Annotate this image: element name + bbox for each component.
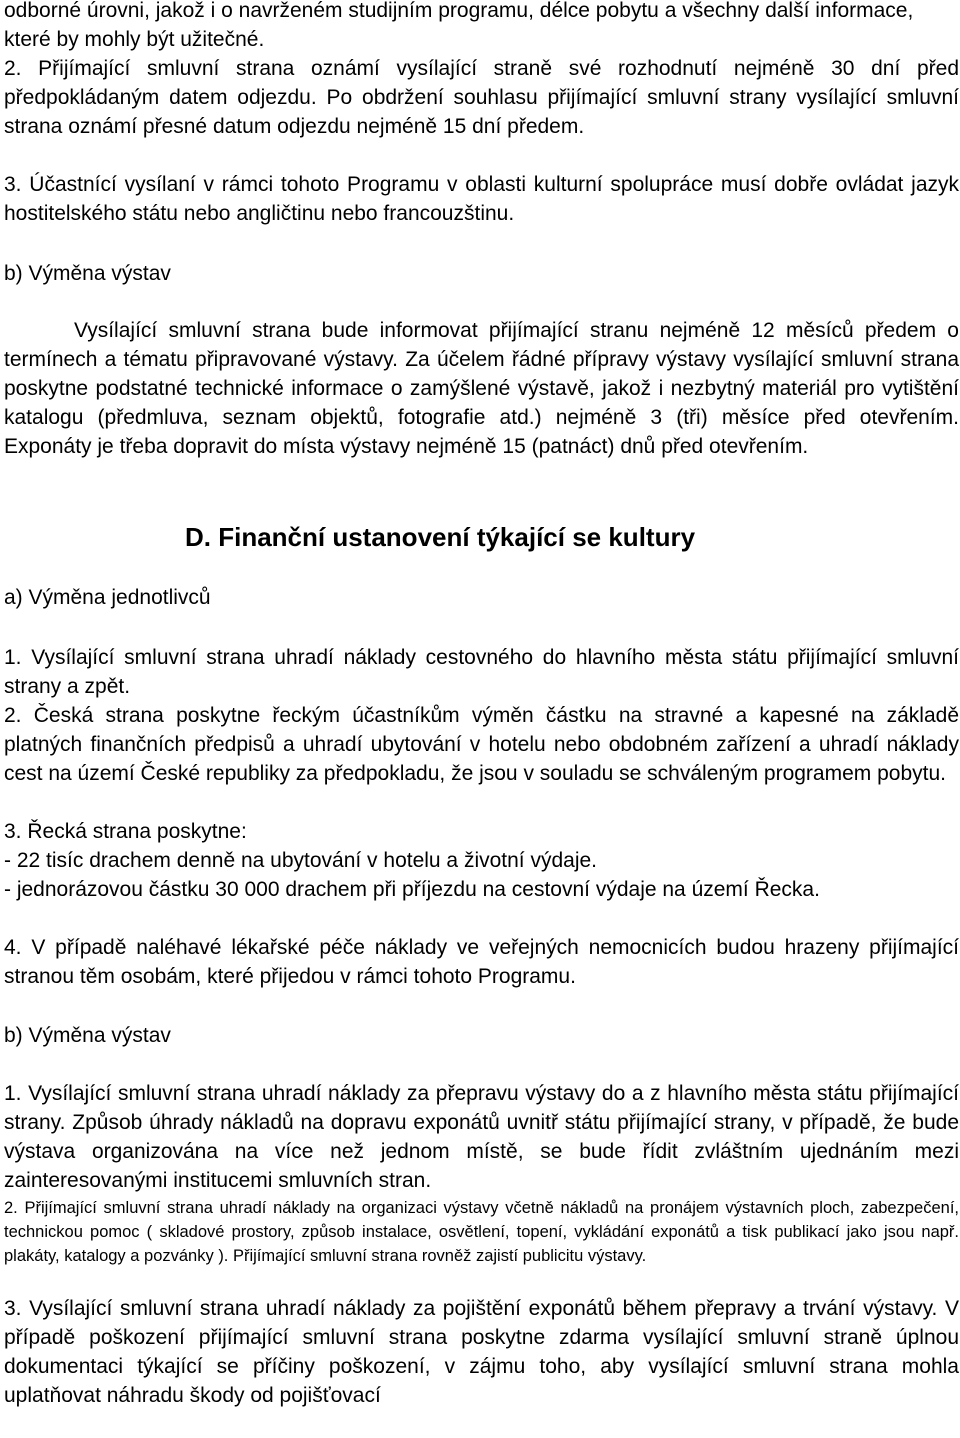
- paragraph-intro: odborné úrovni, jakož i o navrženém studijním programu, délce pobytu a všechny další informace, které by mohly být užitečné.: [4, 0, 914, 51]
- paragraph-d3b: - jednorázovou částku 30 000 drachem při příjezdu na cestovní výdaje na území Řecka.: [4, 878, 820, 901]
- section-title: D. Finanční ustanovení týkající se kultury: [185, 522, 696, 552]
- paragraph-e2: 2. Přijímající smluvní strana uhradí náklady na organizaci výstavy včetně nákladů na pronájem výstavních ploch, zabezpečení, technickou pomoc ( skladové prostory, způsob instalace, osvětlení, topení, vykládání exponátů a tisk publikací jako jsou např. plakáty, katalogy a pozvánky ). Přijímající smluvní strana rovněž zajistí publicitu výstavy.: [4, 1199, 959, 1265]
- paragraph-d1: 1. Vysílající smluvní strana uhradí náklady cestovného do hlavního města státu přijímající smluvní strany a zpět.: [4, 646, 959, 698]
- subheading-individuals: a) Výměna jednotlivců: [4, 586, 211, 609]
- subheading-exhibitions-1: b) Výměna výstav: [4, 262, 171, 285]
- paragraph-e3: 3. Vysílající smluvní strana uhradí náklady za pojištění exponátů během přepravy a trvání výstavy. V případě poškození přijímající smluvní strana poskytne zdarma vysílající smluvní straně úplnou dokumentaci týkající se příčiny poškození, v zájmu toho, aby vysílající smluvní strana mohla uplatňovat náhradu škody od pojišťovací: [4, 1297, 959, 1407]
- paragraph-b: Vysílající smluvní strana bude informovat přijímající stranu nejméně 12 měsíců předem o termínech a tématu připravované výstavy. Za účelem řádné přípravy výstavy vysílající smluvní strana poskytne podstatné technické informace o zamýšlené výstavě, jakož i nezbytný materiál pro vytištění katalogu (předmluva, seznam objektů, fotografie atd.) nejméně 3 (tři) měsíce před otevřením. Exponáty je třeba dopravit do místa výstavy nejméně 15 (patnáct) dnů před otevřením.: [4, 319, 959, 458]
- paragraph-d3a: - 22 tisíc drachem denně na ubytování v hotelu a životní výdaje.: [4, 849, 598, 872]
- paragraph-d3: 3. Řecká strana poskytne:: [4, 820, 247, 843]
- subheading-exhibitions-2: b) Výměna výstav: [4, 1024, 171, 1047]
- paragraph-a3: 3. Účastnící vysílaní v rámci tohoto Programu v oblasti kulturní spolupráce musí dobře ovládat jazyk hostitelského státu nebo angličtinu nebo francouzštinu.: [4, 173, 959, 225]
- paragraph-d2: 2. Česká strana poskytne řeckým účastníkům výměn částku na stravné a kapesné na základě platných finančních předpisů a uhradí ubytování v hotelu nebo obdobném zařízení a uhradí náklady cest na území České republiky za předpokladu, že jsou v souladu se schváleným programem pobytu.: [4, 704, 959, 785]
- paragraph-e1: 1. Vysílající smluvní strana uhradí náklady za přepravu výstavy do a z hlavního města státu přijímající strany. Způsob úhrady nákladů na dopravu exponátů uvnitř státu přijímající strany, v případě, že bude výstava organizována na více než jednom místě, se bude řídit zvláštním ujednáním mezi zainteresovanými institucemi smluvních stran.: [4, 1082, 959, 1192]
- paragraph-a2: 2. Přijímající smluvní strana oznámí vysílající straně své rozhodnutí nejméně 30 dní před předpokládaným datem odjezdu. Po obdržení souhlasu přijímající smluvní strany vysílající smluvní strana oznámí přesné datum odjezdu nejméně 15 dní předem.: [4, 57, 959, 138]
- paragraph-d4: 4. V případě naléhavé lékařské péče náklady ve veřejných nemocnicích budou hrazeny přijímající stranou těm osobám, které přijedou v rámci tohoto Programu.: [4, 936, 959, 988]
